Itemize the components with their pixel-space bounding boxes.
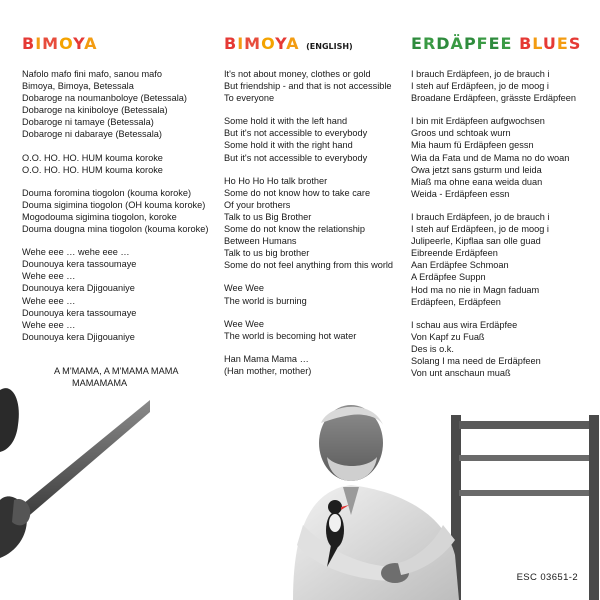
title-letter: D — [436, 34, 451, 53]
col2-line: Han Mama Mama … — [224, 353, 309, 364]
col3-line: Julipeerle, Kipflaa san olle guad — [411, 236, 541, 247]
col2-stanza — [224, 175, 399, 272]
col1-line: Wehe eee … — [22, 295, 76, 306]
mama-line: A M'MAMA, A M'MAMA MAMA — [54, 366, 179, 376]
col1-line: Wehe eee … — [22, 319, 76, 330]
col2-line: Some do not know how to take care — [224, 187, 371, 198]
col1-line: Dounouya kera tassoumaye — [22, 259, 137, 270]
title-letter: Ä — [450, 34, 464, 53]
title-letter: S — [568, 34, 582, 53]
col3-line: Von Kapf zu Fuaß — [411, 331, 485, 342]
title-letter: U — [542, 34, 557, 53]
col2-stanza — [224, 353, 399, 377]
title-letter: O — [59, 34, 74, 53]
title-letter: E — [488, 34, 501, 53]
col2-line: But friendship - and that is not accessible — [224, 81, 392, 92]
col1-line: Bimoya, Bimoya, Betessala — [22, 81, 134, 92]
title-letter: M — [42, 34, 60, 53]
col3-stanza — [411, 68, 591, 104]
col2-line: The world is burning — [224, 295, 307, 306]
col3-line: A Erdäpfee Suppn — [411, 272, 486, 283]
col2-line: But it's not accessible to everybody — [224, 128, 368, 139]
col3-line: Groos und schtoak wurn — [411, 128, 511, 139]
col3-stanza — [411, 115, 591, 200]
col1-stanza — [22, 246, 212, 343]
col1-line: O.O. HO. HO. HUM kouma koroke — [22, 152, 163, 163]
col1-line: Douma sigimina tiogolon (OH kouma koroke) — [22, 199, 206, 210]
col2-line: To everyone — [224, 93, 275, 104]
col1-line: Dobaroge na noumanboloye (Betessala) — [22, 93, 187, 104]
col3-line: Des is o.k. — [411, 343, 454, 354]
col3-line: Owa jetzt sans gsturm und leida — [411, 164, 542, 175]
col3-line: Broadane Erdäpfeen, grässte Erdäpfeen — [411, 93, 576, 104]
col2-line: Between Humans — [224, 236, 297, 247]
title-letter: M — [244, 34, 262, 53]
title-letter: B — [519, 34, 533, 53]
title-erdaepfee-blues — [411, 34, 591, 53]
col3-line: Miaß ma ohne eana weida duan — [411, 176, 543, 187]
col1-line: Wehe eee … — [22, 271, 76, 282]
col3-line: Erdäpfeen, Erdäpfeen — [411, 296, 501, 307]
col3-line: I brauch Erdäpfeen, jo de brauch i — [411, 211, 550, 222]
col3-line: Von unt anschaun muaß — [411, 368, 511, 379]
title-letter: B — [224, 34, 238, 53]
col1-line: O.O. HO. HO. HUM kouma koroke — [22, 164, 163, 175]
col1-line: Dounouya kera Djigouaniye — [22, 331, 135, 342]
lyrics-bimoya-english — [224, 68, 399, 377]
title-letter: A — [84, 34, 98, 53]
title-letter: Y — [275, 34, 287, 53]
col1-line: Nafolo mafo fini mafo, sanou mafo — [22, 69, 162, 79]
col2-line: Some hold it with the left hand — [224, 116, 348, 127]
title-letter: A — [286, 34, 300, 53]
title-letter: I — [35, 34, 43, 53]
title-subtitle: (ENGLISH) — [306, 42, 353, 51]
col3-line: I steh auf Erdäpfeen, jo de moog i — [411, 224, 549, 235]
col3-line: I brauch Erdäpfeen, jo de brauch i — [411, 69, 550, 79]
col2-stanza — [224, 282, 399, 306]
col2-line: Some do not feel anything from this world — [224, 260, 394, 271]
col1-line: Wehe eee … wehe eee … — [22, 247, 130, 258]
col2-line: Wee Wee — [224, 283, 265, 294]
col3-line: I steh auf Erdäpfeen, jo de moog i — [411, 81, 549, 92]
col2-line: Talk to us Big Brother — [224, 211, 312, 222]
col1-line: Dounouya kera tassoumaye — [22, 307, 137, 318]
col1-line: Dobaroge ni dabaraye (Betessala) — [22, 129, 162, 140]
col1-stanza — [22, 187, 212, 235]
col3-line: Aan Erdäpfee Schmoan — [411, 260, 509, 271]
col1-stanza — [22, 152, 212, 176]
col3-line: Eibreende Erdäpfeen — [411, 248, 498, 259]
col3-line: Weida - Erdäpfeen essn — [411, 188, 510, 199]
column-bimoya-english — [224, 34, 399, 388]
title-letter: E — [556, 34, 569, 53]
col3-stanza — [411, 211, 591, 308]
title-letter: F — [476, 34, 489, 53]
col3-line: Mia haum fü Erdäpfeen gessn — [411, 140, 534, 151]
title-letter: E — [500, 34, 513, 53]
title-letter: B — [22, 34, 36, 53]
col3-stanza — [411, 319, 591, 379]
photo-seated-man-with-bird — [283, 395, 600, 600]
col2-line: It's not about money, clothes or gold — [224, 69, 371, 79]
col1-line: Mogodouma sigimina tiogolon, koroke — [22, 211, 177, 222]
title-letter: I — [237, 34, 245, 53]
title-letter: R — [422, 34, 437, 53]
title-letter: E — [411, 34, 423, 53]
mama-line: MAMAMAMA — [72, 378, 128, 389]
title-letter: P — [463, 34, 477, 53]
column-erdaepfee-blues — [411, 34, 591, 390]
col2-line: Some hold it with the right hand — [224, 140, 353, 151]
col3-line: Hod ma no nie in Magn faduam — [411, 284, 540, 295]
photo-hand-with-stick — [0, 380, 150, 600]
col2-line: (Han mother, mother) — [224, 365, 312, 376]
title-bimoya — [22, 34, 212, 53]
col2-line: Talk to us big brother — [224, 248, 310, 259]
col2-line: Of your brothers — [224, 199, 291, 210]
col2-stanza — [224, 115, 399, 163]
col2-line: But it's not accessible to everybody — [224, 152, 368, 163]
col2-line: Ho Ho Ho Ho talk brother — [224, 175, 328, 186]
title-letter: L — [532, 34, 543, 53]
title-letter: Y — [73, 34, 85, 53]
col1-stanza — [22, 68, 212, 141]
col2-stanza — [224, 318, 399, 342]
title-bimoya-english — [224, 34, 399, 53]
col2-line: Some do not know the relationship — [224, 224, 365, 235]
col2-stanza — [224, 68, 399, 104]
title-letter: O — [261, 34, 276, 53]
col2-line: Wee Wee — [224, 318, 265, 329]
col3-line: Solang I ma need de Erdäpfeen — [411, 355, 541, 366]
lyrics-erdaepfee-blues — [411, 68, 591, 379]
col3-line: Wia da Fata und de Mama no do woan — [411, 152, 570, 163]
col1-line: Dounouya kera Djigouaniye — [22, 283, 135, 294]
col3-line: I schau aus wira Erdäpfee — [411, 319, 518, 330]
col3-line: I bin mit Erdäpfeen aufgwochsen — [411, 116, 545, 127]
catalog-number: ESC 03651-2 — [516, 572, 578, 583]
col1-line: Douma foromina tiogolon (kouma koroke) — [22, 187, 192, 198]
col1-line: Douma dougna mina tiogolon (kouma koroke) — [22, 224, 209, 235]
col1-line: Dobaroge ni tamaye (Betessala) — [22, 117, 154, 128]
column-bimoya — [22, 34, 212, 354]
col1-line: Dobaroge na kiniboloye (Betessala) — [22, 105, 168, 116]
lyrics-bimoya — [22, 68, 212, 343]
col2-line: The world is becoming hot water — [224, 330, 357, 341]
